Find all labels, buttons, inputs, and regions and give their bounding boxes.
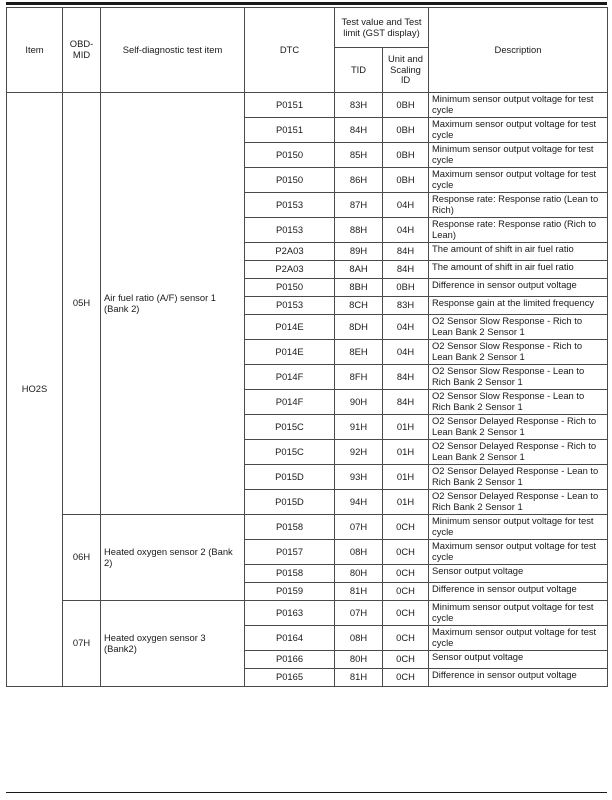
dtc-cell: P0165 — [245, 669, 335, 687]
description-cell: Response rate: Response ratio (Rich to Lean) — [429, 218, 608, 243]
dtc-cell: P015C — [245, 415, 335, 440]
dtc-cell: P0158 — [245, 515, 335, 540]
tid-cell: 90H — [335, 390, 383, 415]
description-cell: The amount of shift in air fuel ratio — [429, 261, 608, 279]
item-cell: HO2S — [7, 93, 63, 687]
tid-cell: 07H — [335, 515, 383, 540]
dtc-cell: P0163 — [245, 601, 335, 626]
tid-cell: 8FH — [335, 365, 383, 390]
unit-cell: 0BH — [383, 93, 429, 118]
unit-cell: 01H — [383, 490, 429, 515]
dtc-cell: P014F — [245, 365, 335, 390]
table-row — [7, 515, 608, 540]
tid-cell: 07H — [335, 601, 383, 626]
unit-cell: 01H — [383, 440, 429, 465]
dtc-cell: P0151 — [245, 118, 335, 143]
description-cell: The amount of shift in air fuel ratio — [429, 243, 608, 261]
dtc-cell: P014E — [245, 315, 335, 340]
header-item: Item — [7, 8, 63, 93]
unit-cell: 84H — [383, 243, 429, 261]
header-test-value: Test value and Test limit (GST display) — [335, 8, 429, 48]
dtc-cell: P014E — [245, 340, 335, 365]
tid-cell: 8DH — [335, 315, 383, 340]
dtc-cell: P0164 — [245, 626, 335, 651]
tid-cell: 87H — [335, 193, 383, 218]
unit-cell: 0BH — [383, 118, 429, 143]
dtc-cell: P2A03 — [245, 243, 335, 261]
description-cell: Response gain at the limited frequency — [429, 297, 608, 315]
description-cell: O2 Sensor Slow Response - Lean to Rich Bank 2 Sensor 1 — [429, 365, 608, 390]
unit-cell: 83H — [383, 297, 429, 315]
bottom-rule — [6, 792, 607, 793]
description-cell: Minimum sensor output voltage for test cycle — [429, 601, 608, 626]
unit-cell: 0CH — [383, 540, 429, 565]
description-cell: Sensor output voltage — [429, 651, 608, 669]
description-cell: O2 Sensor Slow Response - Lean to Rich Bank 2 Sensor 1 — [429, 390, 608, 415]
dtc-cell: P0159 — [245, 583, 335, 601]
test-item-cell: Heated oxygen sensor 3 (Bank2) — [101, 601, 245, 687]
obd-dtc-table — [6, 7, 608, 687]
tid-cell: 81H — [335, 583, 383, 601]
dtc-cell: P015D — [245, 490, 335, 515]
tid-cell: 8AH — [335, 261, 383, 279]
description-cell: Sensor output voltage — [429, 565, 608, 583]
test-item-cell: Heated oxygen sensor 2 (Bank 2) — [101, 515, 245, 601]
description-cell: O2 Sensor Delayed Response - Lean to Rich Bank 2 Sensor 1 — [429, 465, 608, 490]
dtc-cell: P2A03 — [245, 261, 335, 279]
tid-cell: 81H — [335, 669, 383, 687]
tid-cell: 8CH — [335, 297, 383, 315]
test-item-cell: Air fuel ratio (A/F) sensor 1 (Bank 2) — [101, 93, 245, 515]
header-test-item: Self-diagnostic test item — [101, 8, 245, 93]
obd-mid-cell: 06H — [63, 515, 101, 601]
unit-cell: 0CH — [383, 565, 429, 583]
unit-cell: 0BH — [383, 143, 429, 168]
dtc-cell: P0150 — [245, 168, 335, 193]
description-cell: O2 Sensor Slow Response - Rich to Lean Bank 2 Sensor 1 — [429, 340, 608, 365]
tid-cell: 80H — [335, 651, 383, 669]
unit-cell: 0CH — [383, 669, 429, 687]
dtc-cell: P015C — [245, 440, 335, 465]
tid-cell: 93H — [335, 465, 383, 490]
description-cell: Minimum sensor output voltage for test cycle — [429, 143, 608, 168]
obd-mid-cell: 07H — [63, 601, 101, 687]
dtc-cell: P0157 — [245, 540, 335, 565]
tid-cell: 84H — [335, 118, 383, 143]
dtc-cell: P0150 — [245, 143, 335, 168]
tid-cell: 83H — [335, 93, 383, 118]
table-row — [7, 601, 608, 626]
description-cell: O2 Sensor Delayed Response - Lean to Rich Bank 2 Sensor 1 — [429, 490, 608, 515]
description-cell: Minimum sensor output voltage for test cycle — [429, 515, 608, 540]
description-cell: O2 Sensor Delayed Response - Rich to Lean Bank 2 Sensor 1 — [429, 415, 608, 440]
dtc-cell: P0166 — [245, 651, 335, 669]
unit-cell: 0CH — [383, 601, 429, 626]
description-cell: O2 Sensor Delayed Response - Rich to Lean Bank 2 Sensor 1 — [429, 440, 608, 465]
tid-cell: 8EH — [335, 340, 383, 365]
unit-cell: 04H — [383, 193, 429, 218]
dtc-cell: P0150 — [245, 279, 335, 297]
tid-cell: 86H — [335, 168, 383, 193]
header-unit-scaling-id: Unit and Scaling ID — [383, 48, 429, 93]
description-cell: Response rate: Response ratio (Lean to Rich) — [429, 193, 608, 218]
table-body — [7, 93, 608, 687]
unit-cell: 0CH — [383, 515, 429, 540]
header-description: Description — [429, 8, 608, 93]
description-cell: O2 Sensor Slow Response - Rich to Lean Bank 2 Sensor 1 — [429, 315, 608, 340]
top-rule-thick — [6, 2, 607, 5]
unit-cell: 04H — [383, 218, 429, 243]
tid-cell: 8BH — [335, 279, 383, 297]
unit-cell: 01H — [383, 465, 429, 490]
description-cell: Maximum sensor output voltage for test cycle — [429, 540, 608, 565]
header-obd-mid: OBD-MID — [63, 8, 101, 93]
tid-cell: 91H — [335, 415, 383, 440]
dtc-cell: P0153 — [245, 218, 335, 243]
unit-cell: 0CH — [383, 651, 429, 669]
description-cell: Difference in sensor output voltage — [429, 279, 608, 297]
tid-cell: 88H — [335, 218, 383, 243]
unit-cell: 0BH — [383, 279, 429, 297]
dtc-cell: P015D — [245, 465, 335, 490]
unit-cell: 84H — [383, 365, 429, 390]
tid-cell: 08H — [335, 540, 383, 565]
description-cell: Maximum sensor output voltage for test cycle — [429, 626, 608, 651]
header-tid: TID — [335, 48, 383, 93]
tid-cell: 85H — [335, 143, 383, 168]
description-cell: Minimum sensor output voltage for test cycle — [429, 93, 608, 118]
tid-cell: 08H — [335, 626, 383, 651]
dtc-cell: P0151 — [245, 93, 335, 118]
tid-cell: 92H — [335, 440, 383, 465]
dtc-cell: P0158 — [245, 565, 335, 583]
unit-cell: 01H — [383, 415, 429, 440]
unit-cell: 0CH — [383, 583, 429, 601]
description-cell: Maximum sensor output voltage for test cycle — [429, 168, 608, 193]
table-row — [7, 93, 608, 118]
tid-cell: 94H — [335, 490, 383, 515]
description-cell: Difference in sensor output voltage — [429, 583, 608, 601]
dtc-cell: P014F — [245, 390, 335, 415]
description-cell: Difference in sensor output voltage — [429, 669, 608, 687]
obd-mid-cell: 05H — [63, 93, 101, 515]
description-cell: Maximum sensor output voltage for test cycle — [429, 118, 608, 143]
unit-cell: 04H — [383, 315, 429, 340]
unit-cell: 0BH — [383, 168, 429, 193]
unit-cell: 04H — [383, 340, 429, 365]
dtc-cell: P0153 — [245, 193, 335, 218]
tid-cell: 80H — [335, 565, 383, 583]
dtc-cell: P0153 — [245, 297, 335, 315]
unit-cell: 84H — [383, 390, 429, 415]
unit-cell: 84H — [383, 261, 429, 279]
tid-cell: 89H — [335, 243, 383, 261]
unit-cell: 0CH — [383, 626, 429, 651]
header-dtc: DTC — [245, 8, 335, 93]
